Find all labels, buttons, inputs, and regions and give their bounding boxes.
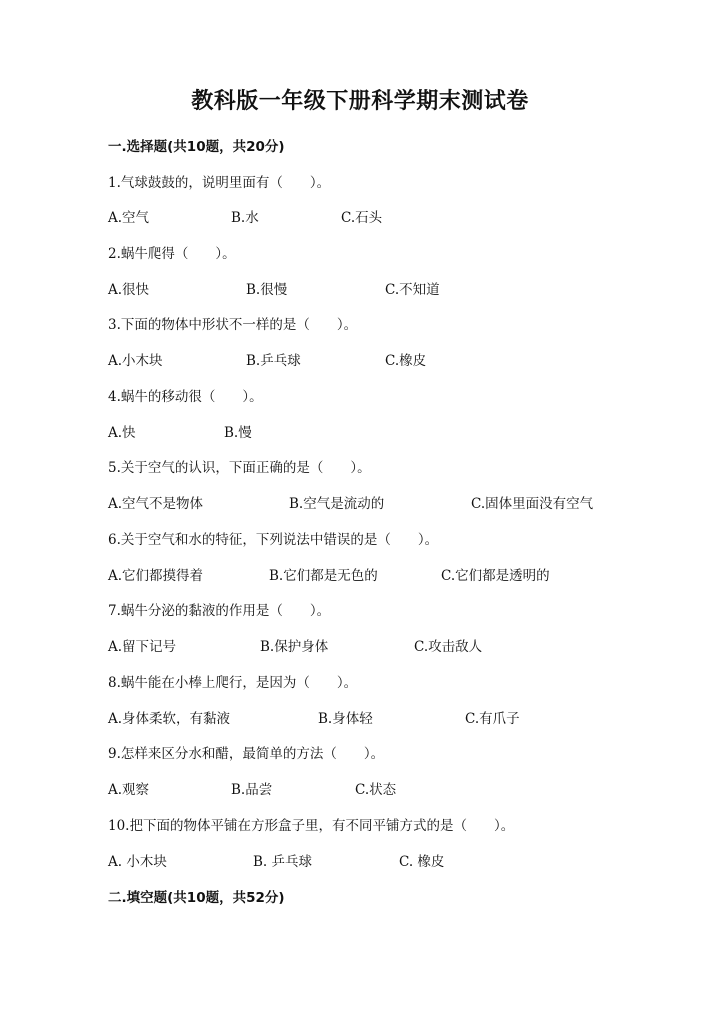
question-7-option-a: A.留下记号 [108, 639, 177, 655]
question-8-option-c: C.有爪子 [465, 711, 520, 727]
question-3-option-b: B.乒乓球 [246, 353, 301, 369]
question-9-option-a: A.观察 [108, 782, 150, 798]
question-5-option-b: B.空气是流动的 [289, 496, 385, 512]
question-3-option-c: C.橡皮 [385, 353, 427, 369]
question-4-option-b: B.慢 [224, 425, 252, 441]
question-8-option-b: B.身体轻 [318, 711, 373, 727]
question-7: 7.蜗牛分泌的黏液的作用是（ ）。 [108, 603, 331, 619]
question-1-option-c: C.石头 [341, 210, 383, 226]
question-6-option-c: C.它们都是透明的 [441, 568, 550, 584]
question-2-option-c: C.不知道 [385, 282, 440, 298]
question-5: 5.关于空气的认识，下面正确的是（ ）。 [108, 460, 371, 476]
question-9-option-b: B.品尝 [231, 782, 273, 798]
section-heading-fill-in: 二.填空题(共10题，共52分) [108, 890, 285, 906]
question-9: 9.怎样来区分水和醋，最简单的方法（ ）。 [108, 746, 385, 762]
section-heading-multiple-choice: 一.选择题(共10题，共20分) [108, 139, 285, 155]
question-2-option-a: A.很快 [108, 282, 150, 298]
question-7-option-b: B.保护身体 [260, 639, 329, 655]
question-10: 10.把下面的物体平铺在方形盒子里，有不同平铺方式的是（ ）。 [108, 818, 515, 834]
question-4-option-a: A.快 [108, 425, 136, 441]
question-3-option-a: A.小木块 [108, 353, 163, 369]
question-4: 4.蜗牛的移动很（ ）。 [108, 389, 263, 405]
question-10-option-b: B. 乒乓球 [253, 854, 313, 870]
question-9-option-c: C.状态 [355, 782, 397, 798]
question-1: 1.气球鼓鼓的，说明里面有（ ）。 [108, 175, 331, 191]
question-8-option-a: A.身体柔软，有黏液 [108, 711, 231, 727]
question-2-option-b: B.很慢 [246, 282, 288, 298]
question-8: 8.蜗牛能在小棒上爬行，是因为（ ）。 [108, 675, 358, 691]
question-3: 3.下面的物体中形状不一样的是（ ）。 [108, 317, 358, 333]
question-6-option-b: B.它们都是无色的 [269, 568, 378, 584]
question-6: 6.关于空气和水的特征，下列说法中错误的是（ ）。 [108, 532, 439, 548]
question-1-option-a: A.空气 [108, 210, 150, 226]
question-5-option-c: C.固体里面没有空气 [471, 496, 594, 512]
exam-title: 教科版一年级下册科学期末测试卷 [191, 89, 529, 114]
question-10-option-c: C. 橡皮 [399, 854, 445, 870]
question-1-option-b: B.水 [231, 210, 259, 226]
question-7-option-c: C.攻击敌人 [414, 639, 483, 655]
question-2: 2.蜗牛爬得（ ）。 [108, 246, 236, 262]
question-10-option-a: A. 小木块 [108, 854, 167, 870]
question-6-option-a: A.它们都摸得着 [108, 568, 204, 584]
question-5-option-a: A.空气不是物体 [108, 496, 204, 512]
